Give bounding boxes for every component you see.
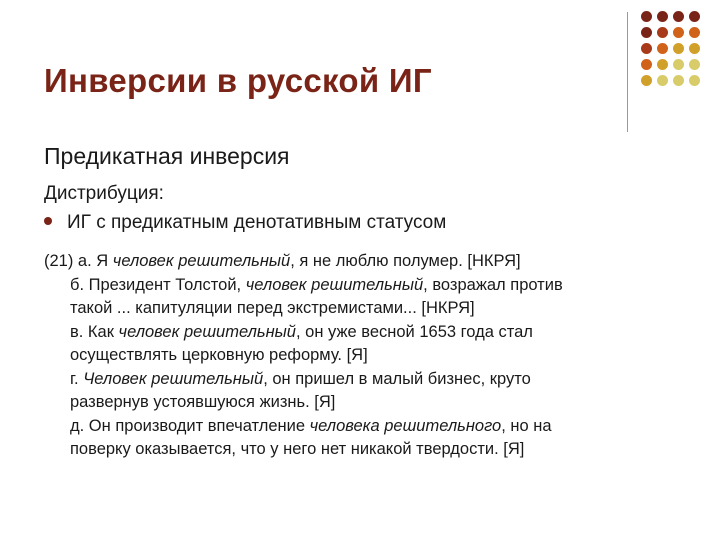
example-e-pre: д. Он производит впечатление <box>70 416 310 435</box>
example-c-line2: осуществлять церковную реформу. [Я] <box>70 346 368 364</box>
example-d-post: , он пришел в малый бизнес, круто <box>263 369 531 388</box>
decorative-dot <box>673 59 684 70</box>
example-d-line2: развернув устоявшуюся жизнь. [Я] <box>70 393 336 411</box>
decorative-dot <box>689 43 700 54</box>
decorative-divider <box>627 12 628 132</box>
example-a-emphasis: человек решительный <box>112 252 291 270</box>
example-e-post: , но на <box>501 416 552 435</box>
example-c-pre: в. Как <box>70 322 119 341</box>
slide-subtitle: Предикатная инверсия <box>44 143 290 169</box>
example-b-post: , возражал против <box>423 275 563 294</box>
decorative-dot <box>641 43 652 54</box>
decorative-dot <box>657 59 668 70</box>
example-d-emphasis: Человек решительный <box>83 369 264 388</box>
decorative-dot <box>657 75 668 86</box>
decorative-dot <box>641 75 652 86</box>
example-a-post: , я не люблю полумер. [НКРЯ] <box>290 252 521 270</box>
decorative-dot <box>657 43 668 54</box>
bullet-text: ИГ с предикатным денотативным статусом <box>67 212 447 233</box>
decorative-dot <box>657 27 668 38</box>
example-d-pre: г. <box>70 369 84 388</box>
slide-title: Инверсии в русской ИГ <box>44 62 432 99</box>
decorative-dot <box>689 59 700 70</box>
example-c <box>44 321 684 368</box>
example-b <box>44 274 684 321</box>
example-c-post: , он уже весной 1653 года стал <box>295 322 533 341</box>
decorative-dot <box>673 11 684 22</box>
example-b-line2: такой ... капитуляции перед экстремистами... [НКРЯ] <box>70 299 475 317</box>
decorative-dot-grid <box>641 11 700 86</box>
bullet-icon <box>44 217 52 225</box>
decorative-dot <box>689 27 700 38</box>
example-a <box>44 250 684 274</box>
bullet-item <box>44 212 446 234</box>
example-e <box>44 415 684 462</box>
example-b-emphasis: человек решительный <box>245 275 424 294</box>
decorative-dot <box>673 43 684 54</box>
decorative-dot <box>641 27 652 38</box>
example-e-line2: поверку оказывается, что у него нет никакой твердости. [Я] <box>70 440 525 458</box>
distribution-label: Дистрибуция: <box>44 183 164 204</box>
examples-block <box>44 250 684 462</box>
decorative-dot <box>689 75 700 86</box>
decorative-dot <box>673 75 684 86</box>
decorative-dot <box>673 27 684 38</box>
example-c-emphasis: человек решительный <box>118 322 296 341</box>
decorative-dot <box>641 59 652 70</box>
decorative-dot <box>641 11 652 22</box>
decorative-dot <box>657 11 668 22</box>
example-b-pre: б. Президент Толстой, <box>70 275 246 294</box>
example-d <box>44 368 684 415</box>
example-e-emphasis: человека решительного <box>309 416 502 435</box>
decorative-dot <box>689 11 700 22</box>
example-a-pre: (21) а. Я <box>44 252 113 270</box>
